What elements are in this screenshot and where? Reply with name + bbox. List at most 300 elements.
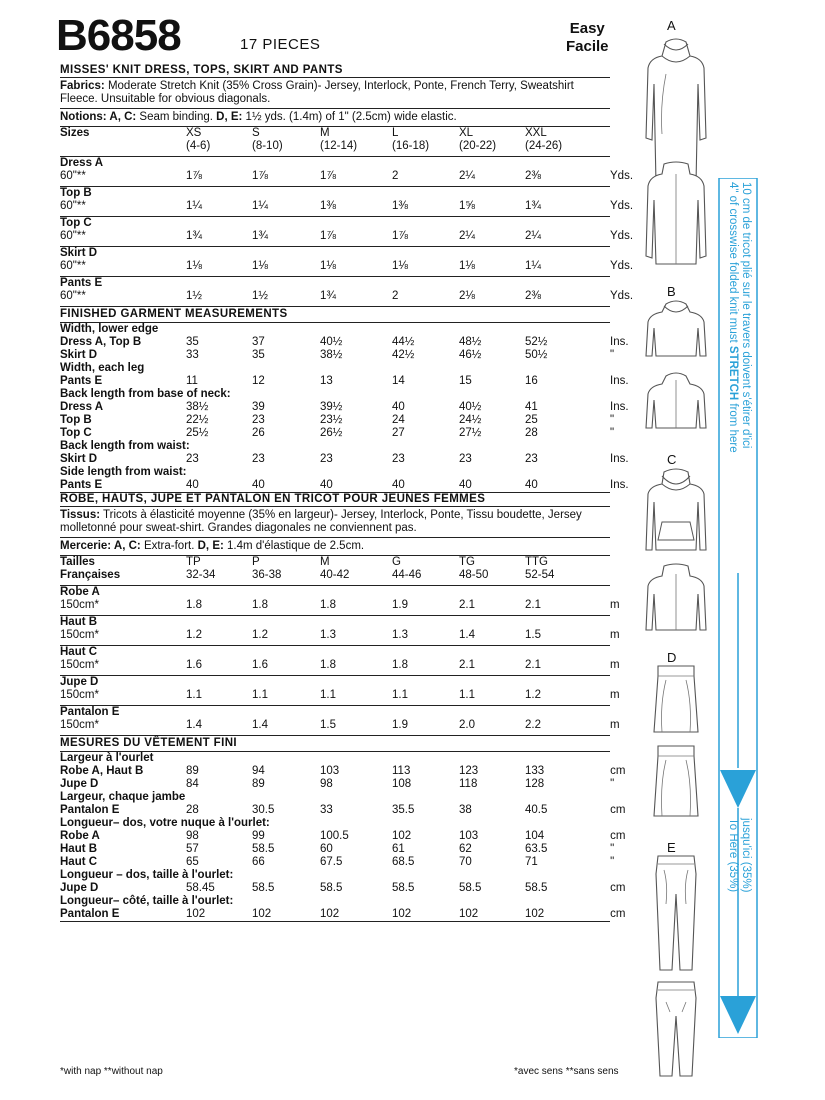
measurement-value: 23½ — [320, 414, 343, 426]
yardage-value: 1⅞ — [320, 170, 392, 187]
empty-cell — [320, 277, 392, 291]
yardage-value: 1.1 — [320, 689, 392, 706]
empty-cell — [459, 586, 525, 600]
mercerie-de-label: D, E: — [197, 540, 224, 552]
fabric-width: 150cm* — [60, 599, 186, 616]
measurement-value: 98 — [320, 778, 333, 790]
measurement-value: 35 — [186, 336, 199, 348]
measurement-value: 40 — [392, 479, 459, 493]
empty-cell — [580, 856, 610, 869]
yardage-value: 1.6 — [186, 659, 252, 676]
empty-cell — [580, 778, 610, 791]
view-name: Top B — [60, 187, 92, 199]
measurement-heading: Longueur– dos, votre nuque à l'ourlet: — [60, 817, 270, 829]
measurement-value: 103 — [320, 765, 340, 777]
mercerie-paragraph — [60, 538, 610, 556]
yardage-value: 1.9 — [392, 599, 459, 616]
yardage-value: 1⅛ — [320, 260, 392, 277]
view-name: Robe A — [60, 586, 100, 598]
view-b-label: B — [667, 284, 676, 299]
yardage-value: 1.2 — [525, 689, 580, 706]
measurement-value: 39½ — [320, 401, 343, 413]
measurement-value: 23 — [252, 414, 265, 426]
empty-cell — [580, 230, 610, 247]
empty-cell — [186, 247, 252, 261]
empty-cell — [252, 277, 320, 291]
view-c-label: C — [667, 452, 677, 467]
measurement-value: 40 — [525, 479, 580, 493]
measurement-value: 39 — [252, 401, 265, 413]
size-header: M — [320, 556, 330, 568]
fabrics-text: Moderate Stretch Knit (35% Cross Grain)- Jersey, Interlock, Ponte, French Terry, Sweatshirt Fleece. Unsuitable for obvious diagonals. — [60, 80, 574, 105]
yardage-values-row: 150cm* 1.8 1.8 1.8 1.9 2.1 2.1 m — [60, 599, 610, 616]
empty-cell — [459, 187, 525, 201]
measurement-row: Jupe D 84 89 98 108 118 128 " — [60, 778, 615, 790]
empty-cell — [459, 646, 525, 660]
empty-cell — [392, 247, 459, 261]
empty-cell — [320, 247, 392, 261]
measurement-value: 23 — [459, 453, 472, 465]
measurement-heading-row — [60, 466, 610, 479]
size-header: TTG — [525, 556, 548, 568]
empty-cell — [392, 277, 459, 291]
measurement-row: Jupe D 58.45 58.5 58.5 58.5 58.5 58.5 cm — [60, 882, 626, 894]
measurement-row: Skirt D 33 35 38½ 42½ 46½ 50½ " — [60, 349, 615, 361]
measurement-value: 40 — [459, 479, 525, 493]
size-header: M — [320, 127, 330, 139]
measurement-value: 58.5 — [459, 882, 482, 894]
empty-cell — [580, 843, 610, 856]
yardage-value: 1.2 — [186, 629, 252, 646]
empty-cell — [252, 247, 320, 261]
measurement-value: 40 — [320, 479, 392, 493]
empty-cell — [186, 586, 252, 600]
measurement-value: 15 — [459, 375, 472, 387]
size-header: XXL — [525, 127, 547, 139]
measurement-value: 65 — [186, 856, 199, 868]
measurement-value: 26½ — [320, 427, 343, 439]
size-range: (24-26) — [525, 140, 580, 157]
gauge-end-en: To Here (35%) — [727, 818, 739, 893]
measurement-value: 33 — [320, 804, 333, 816]
fabric-width: 150cm* — [60, 659, 186, 676]
empty-cell — [580, 646, 610, 660]
empty-cell — [320, 217, 392, 231]
empty-cell — [580, 689, 610, 706]
measurement-value: 38 — [459, 804, 472, 816]
empty-cell — [186, 277, 252, 291]
measurement-value: 118 — [459, 778, 478, 790]
yardage-value: 1.5 — [525, 629, 580, 646]
fabric-width: 150cm* — [60, 719, 186, 736]
size-range: 40-42 — [320, 569, 392, 586]
yardage-values-row: 60"** 1⅞ 1⅞ 1⅞ 2 2¼ 2⅜ Yds. — [60, 170, 610, 187]
empty-cell — [186, 646, 252, 660]
view-name: Dress A — [60, 157, 104, 169]
yardage-value: 1⅛ — [186, 260, 252, 277]
measurement-value: 25½ — [186, 427, 209, 439]
yardage-value: 1¾ — [186, 230, 252, 247]
measurement-value: 46½ — [459, 349, 482, 361]
tissus-text: Tricots à élasticité moyenne (35% en largeur)- Jersey, Interlock, Ponte, Tissu boudette, Jersey molletonné pour sweat-shirt. Grandes diagonales ne conviennent pas. — [60, 509, 582, 534]
notions-de-text: 1½ yds. (1.4m) of 1" (2.5cm) wide elastic. — [242, 111, 457, 123]
yardage-value: 1⅝ — [459, 200, 525, 217]
measurement-heading: Longueur – dos, taille à l'ourlet: — [60, 869, 234, 881]
empty-cell — [252, 676, 320, 690]
fabrics-label: Fabrics: — [60, 80, 105, 92]
empty-cell — [580, 586, 610, 600]
yardage-value: 1⅞ — [320, 230, 392, 247]
measurement-name: Top C — [60, 427, 92, 439]
gauge-text-fr: 10 cm de tricot plié sur le travers doivent s'étirer d'ici — [740, 182, 752, 449]
yardage-value: 1.1 — [186, 689, 252, 706]
size-header: G — [392, 556, 401, 568]
yardage-value: 1.4 — [459, 629, 525, 646]
yardage-value: 1.4 — [252, 719, 320, 736]
measurement-row: Haut B 57 58.5 60 61 62 63.5 " — [60, 843, 615, 855]
empty-cell — [186, 706, 252, 720]
yardage-values-row: 150cm* 1.1 1.1 1.1 1.1 1.1 1.2 m — [60, 689, 610, 706]
measurement-heading: Back length from base of neck: — [60, 388, 231, 400]
measurement-value: 40 — [252, 479, 320, 493]
measurement-heading-row — [60, 895, 610, 908]
empty-cell — [525, 277, 580, 291]
empty-cell — [580, 157, 610, 171]
yardage-values-row: 60"** 1½ 1½ 1¾ 2 2⅛ 2⅜ Yds. — [60, 290, 610, 307]
measurement-row: Pants E 11 12 13 14 15 16 Ins. — [60, 375, 629, 387]
fabric-width: 60"** — [60, 230, 186, 247]
measurement-value: 35 — [252, 349, 265, 361]
notions-de-label: D, E: — [216, 111, 243, 123]
measurement-row: Pantalon E 28 30.5 33 35.5 38 40.5 cm — [60, 804, 626, 816]
measurement-value: 52½ — [525, 336, 548, 348]
measurement-value: 63.5 — [525, 843, 548, 855]
measurement-value: 12 — [252, 375, 265, 387]
empty-cell — [392, 157, 459, 171]
empty-cell — [580, 349, 610, 362]
measurement-row: Pantalon E 102 102 102 102 102 102 cm — [60, 908, 626, 920]
yardage-value: 1.9 — [392, 719, 459, 736]
empty-cell — [580, 336, 610, 349]
empty-cell — [580, 200, 610, 217]
view-name: Skirt D — [60, 247, 98, 259]
yardage-value: 1.8 — [392, 659, 459, 676]
empty-cell — [525, 247, 580, 261]
measurement-name: Haut B — [60, 843, 98, 855]
empty-cell — [320, 706, 392, 720]
measurement-value: 60 — [320, 843, 333, 855]
empty-cell — [580, 908, 610, 922]
empty-cell — [580, 217, 610, 231]
empty-cell — [459, 616, 525, 630]
yardage-value: 1⅜ — [320, 200, 392, 217]
measurement-value: 89 — [252, 778, 265, 790]
measurement-value: 89 — [186, 765, 199, 777]
fabric-width: 60"** — [60, 290, 186, 307]
yardage-view-row — [60, 616, 610, 630]
measurement-name: Haut C — [60, 856, 98, 868]
measurement-value: 102 — [392, 908, 459, 922]
empty-cell — [186, 616, 252, 630]
measurement-value: 102 — [320, 908, 392, 922]
measurement-heading: Largeur, chaque jambe — [60, 791, 186, 803]
measurement-heading: Width, lower edge — [60, 323, 159, 335]
size-range: (16-18) — [392, 140, 459, 157]
measurement-value: 100.5 — [320, 830, 349, 842]
measurement-value: 33 — [186, 349, 199, 361]
measurement-value: 40 — [392, 401, 405, 413]
yardage-value: 1¼ — [186, 200, 252, 217]
english-title: MISSES' KNIT DRESS, TOPS, SKIRT AND PANTS — [60, 64, 610, 78]
yardage-value: 1¾ — [320, 290, 392, 307]
skirt-d-front-sketch — [646, 664, 706, 736]
measurement-row: Pants E 40 40 40 40 40 40 Ins. — [60, 479, 629, 491]
pattern-code: B6858 — [56, 11, 181, 60]
empty-cell — [525, 646, 580, 660]
yardage-values-row: 150cm* 1.2 1.2 1.3 1.3 1.4 1.5 m — [60, 629, 610, 646]
empty-cell — [580, 599, 610, 616]
yardage-value: 1.1 — [252, 689, 320, 706]
measurement-value: 61 — [392, 843, 405, 855]
empty-cell — [580, 629, 610, 646]
pants-e-front-sketch — [646, 854, 706, 974]
english-measurements-table — [60, 323, 629, 493]
skirt-d-back-sketch — [646, 744, 706, 820]
yardage-values-row: 150cm* 1.6 1.6 1.8 1.8 2.1 2.1 m — [60, 659, 610, 676]
size-range-row — [60, 569, 610, 586]
empty-cell — [525, 157, 580, 171]
yardage-value: 2¼ — [459, 230, 525, 247]
size-range: (20-22) — [459, 140, 525, 157]
measurement-value: 58.5 — [320, 882, 343, 894]
empty-cell — [186, 187, 252, 201]
mercerie-label: Mercerie: A, C: — [60, 540, 141, 552]
yardage-view-row — [60, 676, 610, 690]
view-name: Jupe D — [60, 676, 99, 688]
size-range: 44-46 — [392, 569, 459, 586]
measurement-value: 14 — [392, 375, 405, 387]
empty-cell — [580, 453, 610, 466]
yardage-value: 2⅜ — [525, 290, 580, 307]
measurement-value: 68.5 — [392, 856, 415, 868]
yardage-value: 2.1 — [525, 599, 580, 616]
empty-cell — [320, 187, 392, 201]
measurement-value: 84 — [186, 778, 199, 790]
footnote-french: *avec sens **sans sens — [514, 1066, 619, 1077]
empty-cell — [580, 187, 610, 201]
yardage-value: 1¼ — [252, 200, 320, 217]
measurement-heading-row — [60, 362, 610, 375]
measurement-name: Jupe D — [60, 778, 99, 790]
top-b-front-sketch — [640, 298, 712, 360]
tissus-label: Tissus: — [60, 509, 101, 521]
measurement-value: 128 — [525, 778, 545, 790]
size-header: L — [392, 127, 399, 139]
empty-cell — [580, 140, 610, 157]
empty-cell — [525, 676, 580, 690]
measurement-value: 67.5 — [320, 856, 343, 868]
measurement-value: 28 — [525, 427, 538, 439]
view-name: Haut B — [60, 616, 98, 628]
empty-cell — [186, 157, 252, 171]
empty-cell — [459, 706, 525, 720]
yardage-values-row: 60"** 1¼ 1¼ 1⅜ 1⅜ 1⅝ 1¾ Yds. — [60, 200, 610, 217]
fabric-width: 60"** — [60, 260, 186, 277]
yardage-value: 2 — [392, 290, 459, 307]
empty-cell — [60, 140, 186, 157]
sizes-label: Sizes — [60, 127, 90, 139]
yardage-value: 1⅜ — [392, 200, 459, 217]
measurement-value: 48½ — [459, 336, 482, 348]
empty-cell — [525, 586, 580, 600]
empty-cell — [320, 676, 392, 690]
measurement-heading-row — [60, 388, 610, 401]
measurement-heading: Largeur à l'ourlet — [60, 752, 154, 764]
measurement-value: 62 — [459, 843, 472, 855]
yardage-value: 1⅛ — [252, 260, 320, 277]
yardage-value: 1.8 — [320, 659, 392, 676]
yardage-value: 2.1 — [525, 659, 580, 676]
empty-cell — [392, 676, 459, 690]
size-header: P — [252, 556, 260, 568]
empty-cell — [252, 217, 320, 231]
yardage-value: 1.5 — [320, 719, 392, 736]
empty-cell — [580, 127, 610, 140]
yardage-value: 1¾ — [525, 200, 580, 217]
difficulty-badge — [566, 20, 609, 56]
yardage-value: 2.0 — [459, 719, 525, 736]
measurement-value: 70 — [459, 856, 472, 868]
view-name: Haut C — [60, 646, 98, 658]
size-header: XS — [186, 127, 202, 139]
empty-cell — [580, 719, 610, 736]
measurement-value: 26 — [252, 427, 265, 439]
empty-cell — [580, 479, 610, 493]
stretch-gauge — [718, 178, 758, 1038]
empty-cell — [392, 217, 459, 231]
view-name: Pants E — [60, 277, 103, 289]
tissus-paragraph — [60, 507, 610, 538]
empty-cell — [392, 646, 459, 660]
measurement-value: 102 — [392, 830, 412, 842]
yardage-view-row — [60, 277, 610, 291]
size-range: (12-14) — [320, 140, 392, 157]
gauge-end-fr: jusqu'ici (35%) — [740, 818, 752, 893]
yardage-value: 1.6 — [252, 659, 320, 676]
empty-cell — [580, 676, 610, 690]
english-yardage-table — [60, 127, 634, 307]
measurement-heading: Back length from waist: — [60, 440, 190, 452]
yardage-view-row — [60, 187, 610, 201]
yardage-value: 1⅞ — [392, 230, 459, 247]
view-name: Pantalon E — [60, 706, 120, 718]
measurement-value: 58.5 — [392, 882, 415, 894]
view-d-label: D — [667, 650, 677, 665]
measurement-name: Dress A, Top B — [60, 336, 142, 348]
size-range: 36-38 — [252, 569, 320, 586]
yardage-value: 2.1 — [459, 599, 525, 616]
empty-cell — [252, 646, 320, 660]
view-name: Top C — [60, 217, 92, 229]
measurement-value: 58.45 — [186, 882, 215, 894]
measurement-row: Dress A, Top B 35 37 40½ 44½ 48½ 52½ Ins. — [60, 336, 629, 348]
notions-label: Notions: A, C: — [60, 111, 137, 123]
yardage-view-row — [60, 157, 610, 171]
footnote-english: *with nap **without nap — [60, 1066, 163, 1077]
size-range: 32-34 — [186, 569, 252, 586]
empty-cell — [525, 187, 580, 201]
empty-cell — [392, 706, 459, 720]
french-measurements-table — [60, 752, 626, 922]
measurement-value: 38½ — [320, 349, 343, 361]
measurement-value: 50½ — [525, 349, 548, 361]
empty-cell — [252, 187, 320, 201]
sizes-label: Tailles — [60, 556, 95, 568]
size-header: TG — [459, 556, 475, 568]
empty-cell — [459, 217, 525, 231]
yardage-view-row — [60, 586, 610, 600]
empty-cell — [580, 804, 610, 817]
english-fgm-title: FINISHED GARMENT MEASUREMENTS — [60, 307, 610, 323]
measurement-value: 57 — [186, 843, 199, 855]
empty-cell — [525, 217, 580, 231]
yardage-values-row: 60"** 1¾ 1¾ 1⅞ 1⅞ 2¼ 2¼ Yds. — [60, 230, 610, 247]
measurement-value: 41 — [525, 401, 538, 413]
empty-cell — [252, 157, 320, 171]
measurement-value: 40½ — [320, 336, 343, 348]
fabric-width: 60"** — [60, 170, 186, 187]
empty-cell — [580, 401, 610, 414]
measurement-value: 27½ — [459, 427, 482, 439]
sizes-row — [60, 556, 610, 569]
measurement-value: 113 — [392, 765, 411, 777]
empty-cell — [580, 427, 610, 440]
measurement-value: 24½ — [459, 414, 482, 426]
measurement-value: 123 — [459, 765, 479, 777]
measurement-row: Haut C 65 66 67.5 68.5 70 71 " — [60, 856, 615, 868]
measurement-value: 30.5 — [252, 804, 275, 816]
size-range: 52-54 — [525, 569, 580, 586]
yardage-value: 1.3 — [320, 629, 392, 646]
measurement-value: 25 — [525, 414, 538, 426]
measurement-name: Skirt D — [60, 453, 98, 465]
measurement-name: Dress A — [60, 401, 104, 413]
measurement-name: Skirt D — [60, 349, 98, 361]
top-c-front-sketch — [640, 466, 712, 556]
measurement-heading-row — [60, 817, 610, 830]
size-range: (8-10) — [252, 140, 320, 157]
measurement-row: Robe A, Haut B 89 94 103 113 123 133 cm — [60, 765, 626, 777]
measurement-heading: Width, each leg — [60, 362, 145, 374]
measurement-value: 23 — [252, 453, 265, 465]
measurement-value: 71 — [525, 856, 538, 868]
french-yardage-table — [60, 556, 620, 736]
yardage-value: 1.2 — [252, 629, 320, 646]
empty-cell — [580, 277, 610, 291]
yardage-value: 1.8 — [186, 599, 252, 616]
empty-cell — [580, 569, 610, 586]
measurement-value: 108 — [392, 778, 412, 790]
measurement-name: Jupe D — [60, 882, 99, 894]
measurement-value: 37 — [252, 336, 265, 348]
measurement-value: 58.5 — [252, 843, 275, 855]
empty-cell — [459, 157, 525, 171]
measurement-value: 66 — [252, 856, 265, 868]
yardage-value: 1⅛ — [392, 260, 459, 277]
measurement-value: 58.5 — [525, 882, 548, 894]
measurement-value: 94 — [252, 765, 265, 777]
measurement-heading: Side length from waist: — [60, 466, 187, 478]
